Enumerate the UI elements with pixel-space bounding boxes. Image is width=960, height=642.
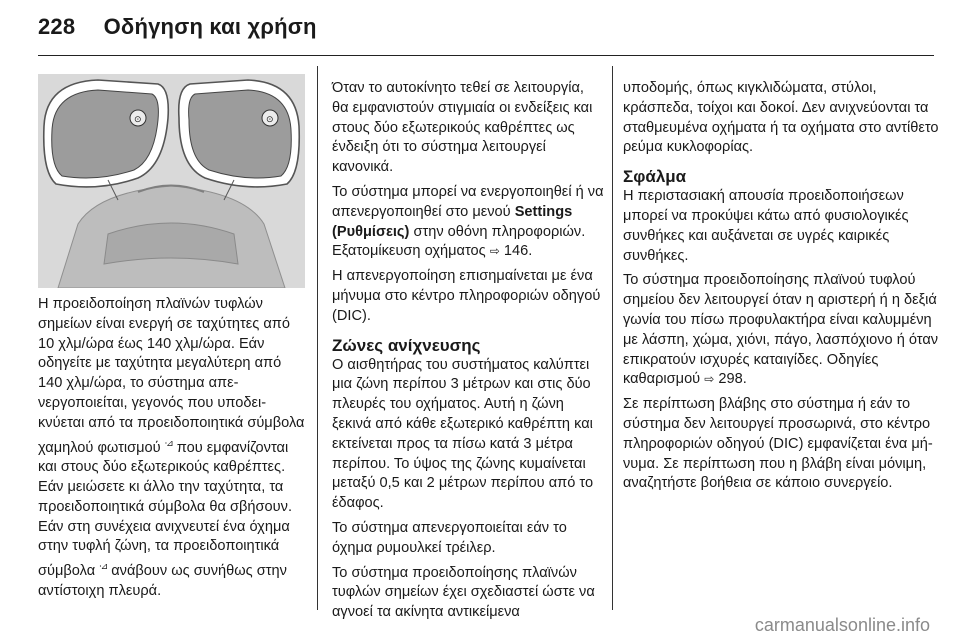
page-reference-icon: ⇨ [704, 372, 715, 387]
column-1 [38, 295, 306, 607]
heading-fault: Σφάλμα [623, 167, 687, 187]
svg-text:⊙: ⊙ [134, 115, 142, 125]
paragraph: Το σύστημα μπορεί να ενεργοποιηθεί ή να απενεργοποιηθεί στο μενού Settings (Ρυθμίσεις) στην οθόνη πληροφοριών. Εξατομίκευση οχήματος ⇨ 146. [332, 183, 604, 260]
column-3 [623, 79, 941, 499]
page-reference[interactable]: 146. [503, 243, 533, 260]
paragraph: Το σύστημα προειδοποίησης πλαϊνού τυφλού σημείου δεν λειτουργεί όταν η αριστερή ή η δεξιά γωνία του πίσω προφυλακτήρα είναι καλυμμένη με λάσπη, χώμα, χιόνι, πάγο, λασπόχιονο ή όταν επικρατούν ισχυρές καταιγίδες. Οδηγίες καθαρισμού ⇨ 298. [623, 272, 939, 388]
blind-spot-symbol-icon: ⸱⊿ [99, 561, 108, 572]
paragraph: Όταν το αυτοκίνητο τεθεί σε λειτουργία, θα εμφανιστούν στιγμιαία οι ενδείξεις και στους δύο εξωτερικούς καθρέπτες ως ένδειξη ότι το σύστημα λειτουργεί κανονικά. [332, 80, 593, 176]
column-2 [332, 79, 604, 628]
paragraph: υποδομής, όπως κιγκλιδώματα, στύλοι, κράσπεδα, τοίχοι και δοκοί. Δεν ανιχνεύονται τα σταθμευμένα οχήματα ή τα οχήματα στο αντίθετο ρεύμα κυκλοφορίας. [623, 80, 939, 156]
mirror-illustration [38, 74, 305, 288]
page-reference-icon: ⇨ [489, 244, 500, 259]
settings-menu-label: Settings (Ρυθμίσεις) [332, 203, 573, 240]
paragraph: Το σύστημα απενεργοποιείται εάν το όχημα ρυμουλκεί τρέιλερ. [332, 519, 567, 556]
page-number: 228 [38, 14, 76, 39]
column-divider-2 [612, 66, 613, 610]
heading-detection-zones: Ζώνες ανίχνευσης [332, 335, 481, 355]
paragraph: Η περιστασιακή απουσία προειδοποιήσεων μπορεί να προκύψει κάτω από φυσιολογικές συνθήκες και αυξάνεται σε υγρές καιρικές συνθήκες. [623, 188, 909, 264]
header-rule [38, 55, 934, 56]
svg-text:⊙: ⊙ [266, 115, 274, 125]
page-title: Οδήγηση και χρήση [103, 14, 317, 39]
paragraph: Η απενεργοποίηση επισημαίνεται με ένα μήνυμα στο κέντρο πληροφοριών οδηγού (DIC). [332, 268, 601, 324]
blind-spot-symbol-icon: ⸱⊿ [164, 437, 173, 448]
paragraph: Ο αισθητήρας του συστήματος καλύπτει μια ζώνη περίπου 3 μέτρων και στις δύο πλευρές του οχήματος. Αυτή η ζώνη ξεκινά από κάθε εξωτερικό καθρέπτη και εκτείνεται προς τα πίσω κατά 3 μέτρα περίπου. Το ύψος της ζώνης κυμαίνεται μεταξύ 0,5 και 2 μέτρων περίπου από το έδαφος. [332, 356, 594, 512]
watermark: carmanualsonline.info [754, 615, 930, 635]
paragraph: Σε περίπτωση βλάβης στο σύστημα ή εάν το σύστημα δεν λειτουργεί προσωρινά, στο κέντρο πληροφοριών οδηγού (DIC) εμφανίζεται ένα μήνυμα. Σε περίπτωση που η βλάβη είναι μόνιμη, αναζητήστε βοήθεια σε κάποιο συνεργείο. [623, 396, 933, 492]
paragraph: Η προειδοποίηση πλαϊνών τυφλών σημείων είναι ενεργή σε ταχύτητες από 10 χλμ/ώρα έως 140 χλμ/ώρα. Εάν οδηγείτε με ταχύτητα μεγαλύτερη από 140 χλμ/ώρα, το σύστημα απενεργοποιείται, γεγονός που υποδεικνύεται από τα προειδοποιητικά σύμβολα χαμηλού φωτισμού ⸱⊿ που εμφανίζονται και στους δύο εξωτερικούς καθρέπτες. Εάν μειώσετε κι άλλο την ταχύτητα, τα προειδοποιητικά σύμβολα θα σβήσουν. Εάν στη συνέχεια ανιχνευτεί ένα όχημα στην τυφλή ζώνη, τα προειδοποιητικά σύμβολα ⸱⊿ ανάβουν ως συνήθως στην αντίστοιχη πλευρά. [38, 296, 305, 599]
page-reference[interactable]: 298. [718, 371, 747, 388]
paragraph: Το σύστημα προειδοποίησης πλαϊνών τυφλών σημείων έχει σχεδιαστεί ώστε να αγνοεί τα ακίνητα αντικείμενα [332, 564, 595, 621]
column-divider-1 [317, 66, 318, 610]
page-header [38, 14, 317, 40]
